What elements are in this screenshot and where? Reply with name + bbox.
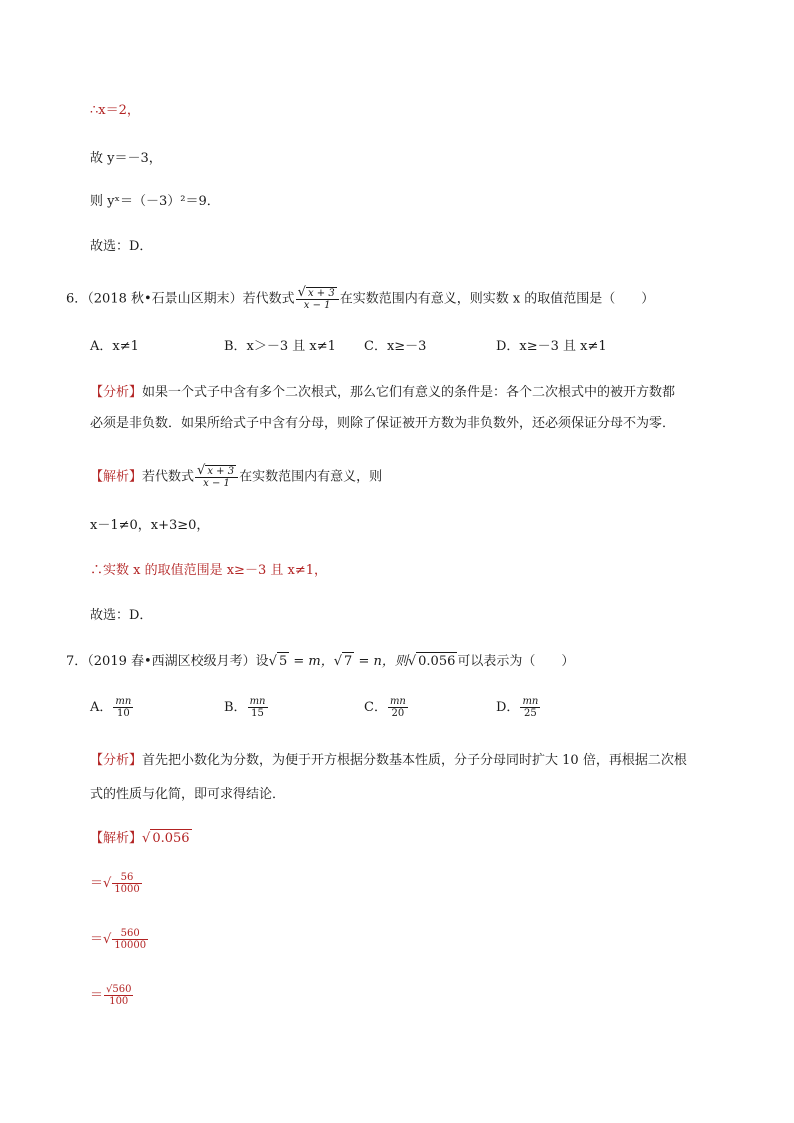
q7-option-d-den: 25 [524, 708, 537, 719]
line-y-value: 故 y＝－3， [90, 151, 162, 166]
q6-option-c: C．x≥－3 [364, 339, 427, 354]
q6-option-a: A．x≠1 [90, 339, 139, 354]
question-6 [66, 287, 654, 311]
q7-step-2: ＝√ $\frac{560}{10000}$ [90, 928, 147, 951]
q7-option-c [364, 696, 409, 719]
line-power: 则 yˣ＝（－3）²＝9． [90, 194, 220, 209]
q7-option-b-den: 15 [251, 708, 264, 719]
q7-step-1-frac [112, 872, 141, 895]
q7-step-3-num: 560 [112, 984, 132, 995]
q7-option-a-frac [113, 696, 133, 719]
q6-fraction: $\frac{√ x + 3}{x - 1}$ [296, 287, 339, 311]
q7-solution-tag: 【解析】 [90, 831, 143, 846]
q7-step-1-den: 1000 [114, 884, 140, 895]
q6-solution-prefix: 若代数式 [142, 469, 195, 485]
q7-solution: 【解析】√ 0.056 [90, 831, 190, 846]
q6-solution-suffix: 在实数范围内有意义，则 [239, 469, 383, 485]
question-7: 7．（2019 春•西湖区校级月考）设√ 5 = m，√ 7 = n，则√ 0.056 可以表示为（ ） [66, 654, 575, 669]
q7-root-5: 5 [278, 654, 288, 669]
q7-option-b-label: B． [224, 700, 247, 715]
q7-option-a-num: mn [115, 696, 132, 707]
q6-solution [90, 465, 382, 489]
q7-step-3-den: 100 [109, 996, 129, 1007]
q6-solution-tag: 【解析】 [90, 469, 143, 485]
line-answer-d: 故选：D． [90, 239, 153, 254]
line-x-equals-2: ∴x＝2， [90, 103, 140, 118]
q7-step-3-frac: $\frac{√560}{100}$ [106, 984, 132, 1007]
q7-root-7: 7 [344, 654, 353, 669]
q6-analysis-tag: 【分析】 [90, 385, 143, 400]
q7-analysis-tag: 【分析】 [90, 753, 143, 768]
q7-analysis-cont: 式的性质与化简，即可求得结论． [90, 787, 286, 802]
q7-step-1-num: 56 [112, 872, 141, 884]
q7-eq-m: = m， [289, 654, 334, 669]
q7-step-1: ＝√ $\frac{56}{1000}$ [90, 872, 140, 895]
q7-analysis-text-1: 首先把小数化为分数，为便于开方根据分数基本性质，分子分母同时扩大 10 倍，再根据二次根 [142, 753, 687, 768]
q6-sol-frac-den: x − 1 [203, 478, 230, 489]
q7-prefix: 7．（2019 春•西湖区校级月考）设 [66, 654, 269, 669]
q6-option-b: B．x＞－3 且 x≠1 [224, 339, 336, 354]
q6-sol-frac-num: x + 3 [207, 466, 235, 477]
q7-option-d-frac [520, 696, 540, 719]
q6-step-1: x－1≠0，x+3≥0， [90, 518, 210, 533]
q6-analysis-text-1: 如果一个式子中含有多个二次根式，那么它们有意义的条件是：各个二次根式中的被开方数都 [142, 385, 676, 400]
q7-option-c-label: C． [364, 700, 387, 715]
q7-step-2-frac [112, 928, 148, 951]
q7-option-b-num: mn [249, 696, 266, 707]
q7-analysis [90, 752, 687, 770]
q7-step-2-num: 560 [112, 928, 148, 940]
q7-sol-root: 0.056 [152, 831, 190, 846]
q6-step-2: ∴实数 x 的取值范围是 x≥－3 且 x≠1， [90, 563, 327, 578]
q6-frac-den: x − 1 [303, 300, 331, 311]
q7-option-d-num: mn [522, 696, 539, 707]
q6-option-d: D．x≥－3 且 x≠1 [496, 339, 607, 354]
q7-option-a-label: A． [90, 700, 113, 715]
q7-option-b-frac [248, 696, 268, 719]
q6-analysis-cont: 必须是非负数．如果所给式子中含有分母，则除了保证被开方数为非负数外，还必须保证分母不为零． [90, 416, 676, 431]
q7-option-b [224, 696, 269, 719]
q6-suffix: 在实数范围内有意义，则实数 x 的取值范围是（ ） [339, 291, 655, 307]
q7-option-a-den: 10 [116, 708, 130, 719]
q7-option-c-den: 20 [391, 708, 405, 719]
q7-option-d [496, 696, 541, 719]
q7-step-2-den: 10000 [114, 940, 147, 951]
q7-option-c-num: mn [389, 696, 406, 707]
q7-option-d-label: D． [496, 700, 520, 715]
q6-solution-fraction: $\frac{√ x + 3}{x - 1}$ [195, 465, 238, 489]
q7-option-c-frac [388, 696, 408, 719]
q7-step-3: ＝ $\frac{√560}{100}$ [90, 984, 132, 1007]
q6-answer: 故选：D． [90, 608, 153, 623]
q7-eq-n: = n，则 [354, 654, 408, 669]
q6-prefix: 6．（2018 秋•石景山区期末）若代数式 [66, 291, 295, 307]
q7-root-0056: 0.056 [418, 654, 456, 669]
q7-suffix: 可以表示为（ ） [457, 654, 575, 669]
q6-analysis [90, 384, 675, 402]
q7-option-a [90, 696, 134, 719]
q6-frac-num: x + 3 [307, 288, 335, 299]
